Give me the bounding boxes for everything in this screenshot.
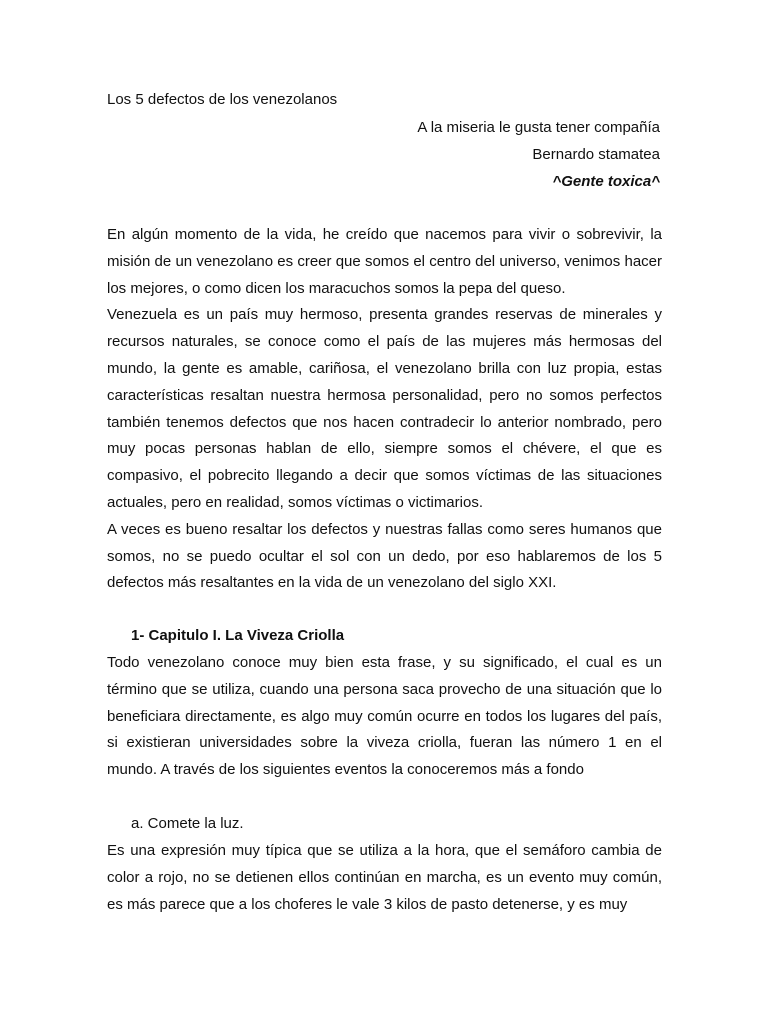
document-title: Los 5 defectos de los venezolanos: [107, 91, 338, 108]
subsection-paragraph: Es una expresión muy típica que se utiliza a la hora, que el semáforo cambia de color a rojo, no se detienen ellos continúan en marcha, es un evento muy común, es más parece que a los choferes le vale 3 kilos de pasto detenerse, y es muy: [107, 842, 662, 913]
intro-section: [107, 222, 662, 597]
subsection-heading: a. Comete la luz.: [131, 815, 244, 832]
epigraph: A la miseria le gusta tener compañía: [417, 119, 660, 136]
intro-paragraph: En algún momento de la vida, he creído que nacemos para vivir o sobrevivir, la misión de un venezolano es creer que somos el centro del universo, venimos hacer los mejores, o como dicen los maracuchos somos la pepa del queso.: [107, 226, 662, 297]
chapter-section: [107, 650, 662, 784]
intro-paragraph: Venezuela es un país muy hermoso, presenta grandes reservas de minerales y recursos naturales, se conoce como el país de las mujeres más hermosas del mundo, la gente es amable, cariñosa, el venezolano brilla con luz propia, estas características resaltan nuestra hermosa personalidad, pero no somos perfectos también tenemos defectos que nos hacen contradecir lo anterior nombrado, pero muy pocas personas hablan de ello, siempre somos el chévere, el que es compasivo, el pobrecito llegando a decir que somos víctimas de las situaciones actuales, pero en realidad, somos víctimas o victimarios.: [107, 306, 662, 511]
subsection-section: [107, 838, 662, 918]
author-name: Bernardo stamatea: [532, 146, 660, 163]
chapter-paragraph: Todo venezolano conoce muy bien esta frase, y su significado, el cual es un término que se utiliza, cuando una persona saca provecho de una situación que lo beneficiara directamente, es algo muy común ocurre en todos los lugares del país, si existieran universidades sobre la viveza criolla, fueran las número 1 en el mundo. A través de los siguientes eventos la conoceremos más a fondo: [107, 654, 662, 779]
intro-paragraph: A veces es bueno resaltar los defectos y nuestras fallas como seres humanos que somos, no se puedo ocultar el sol con un dedo, por eso hablaremos de los 5 defectos más resaltantes en la vida de un venezolano del siglo XXI.: [107, 520, 662, 592]
chapter-heading: 1- Capitulo I. La Viveza Criolla: [131, 627, 345, 644]
document-subtitle: ^Gente toxica^: [552, 173, 660, 190]
